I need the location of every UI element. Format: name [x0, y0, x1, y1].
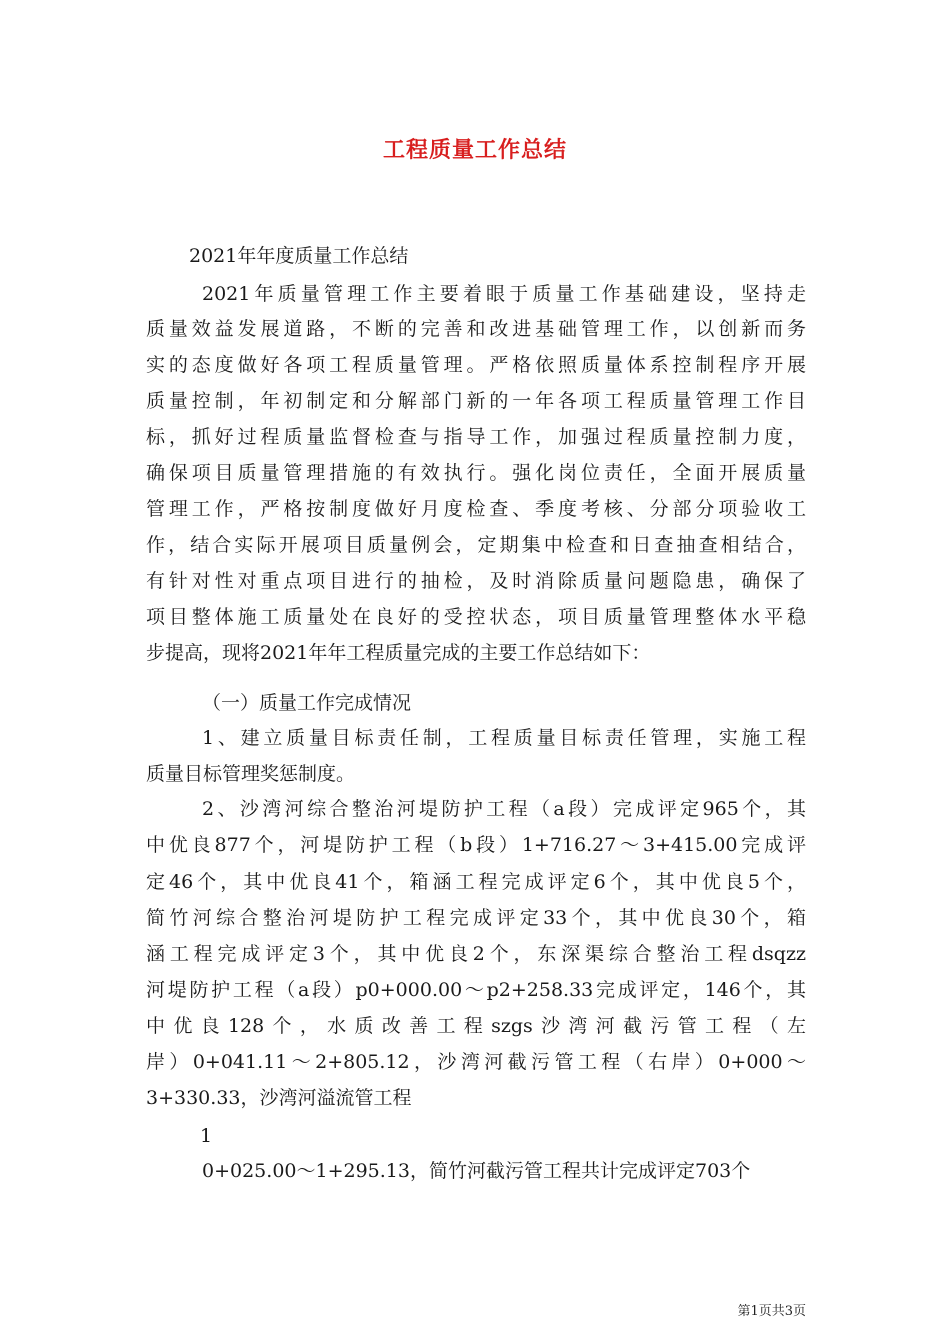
- paragraph-line: 有针对性对重点项目进行的抽检，及时消除质量问题隐患，确保了: [146, 570, 806, 592]
- list-item-line: 岸）0+041.11～2+805.12，沙湾河截污管工程（右岸）0+000～: [146, 1051, 806, 1073]
- list-item-line: 简竹河综合整治河堤防护工程完成评定33个，其中优良30个，箱: [146, 907, 806, 929]
- document-heading: 2021年年度质量工作总结: [189, 245, 409, 267]
- list-item-line: 质量目标管理奖惩制度。: [146, 763, 356, 785]
- list-item-line: 河堤防护工程（a段）p0+000.00～p2+258.33完成评定，146个，其: [146, 979, 806, 1001]
- paragraph-line: 项目整体施工质量处在良好的受控状态，项目质量管理整体水平稳: [146, 606, 806, 628]
- paragraph-line: 作，结合实际开展项目质量例会，定期集中检查和日查抽查相结合，: [146, 534, 806, 556]
- continuation-line: 0+025.00～1+295.13，简竹河截污管工程共计完成评定703个: [202, 1160, 751, 1182]
- list-item-line: 2、沙湾河综合整治河堤防护工程（a段）完成评定965个，其: [202, 798, 806, 820]
- list-item-line: 涵工程完成评定3个，其中优良2个，东深渠综合整治工程dsqzz: [146, 943, 806, 965]
- section-heading: （一）质量工作完成情况: [202, 692, 412, 714]
- list-item-line: 中优良877个，河堤防护工程（b段）1+716.27～3+415.00完成评: [146, 834, 806, 856]
- paragraph-line: 实的态度做好各项工程质量管理。严格依照质量体系控制程序开展: [146, 354, 806, 376]
- paragraph-line: 标，抓好过程质量监督检查与指导工作，加强过程质量控制力度，: [146, 426, 806, 448]
- list-item-line: 定46个，其中优良41个，箱涵工程完成评定6个，其中优良5个，: [146, 871, 806, 893]
- page-marker: 1: [200, 1125, 213, 1147]
- document-title: 工程质量工作总结: [382, 137, 567, 163]
- list-item-line: 1、建立质量目标责任制，工程质量目标责任管理，实施工程: [202, 727, 806, 749]
- paragraph-line: 2021年质量管理工作主要着眼于质量工作基础建设，坚持走: [202, 283, 806, 305]
- paragraph-line: 质量控制，年初制定和分解部门新的一年各项工程质量管理工作目: [146, 390, 806, 412]
- page-footer: 第1页共3页: [737, 1304, 806, 1319]
- list-item-line: 中优良128个，水质改善工程szgs沙湾河截污管工程（左: [146, 1015, 806, 1037]
- list-item-line: 3+330.33，沙湾河溢流管工程: [146, 1087, 412, 1109]
- paragraph-line: 步提高，现将2021年年工程质量完成的主要工作总结如下：: [146, 642, 651, 664]
- paragraph-line: 质量效益发展道路，不断的完善和改进基础管理工作，以创新而务: [146, 318, 806, 340]
- paragraph-line: 管理工作，严格按制度做好月度检查、季度考核、分部分项验收工: [146, 498, 806, 520]
- paragraph-line: 确保项目质量管理措施的有效执行。强化岗位责任，全面开展质量: [146, 462, 806, 484]
